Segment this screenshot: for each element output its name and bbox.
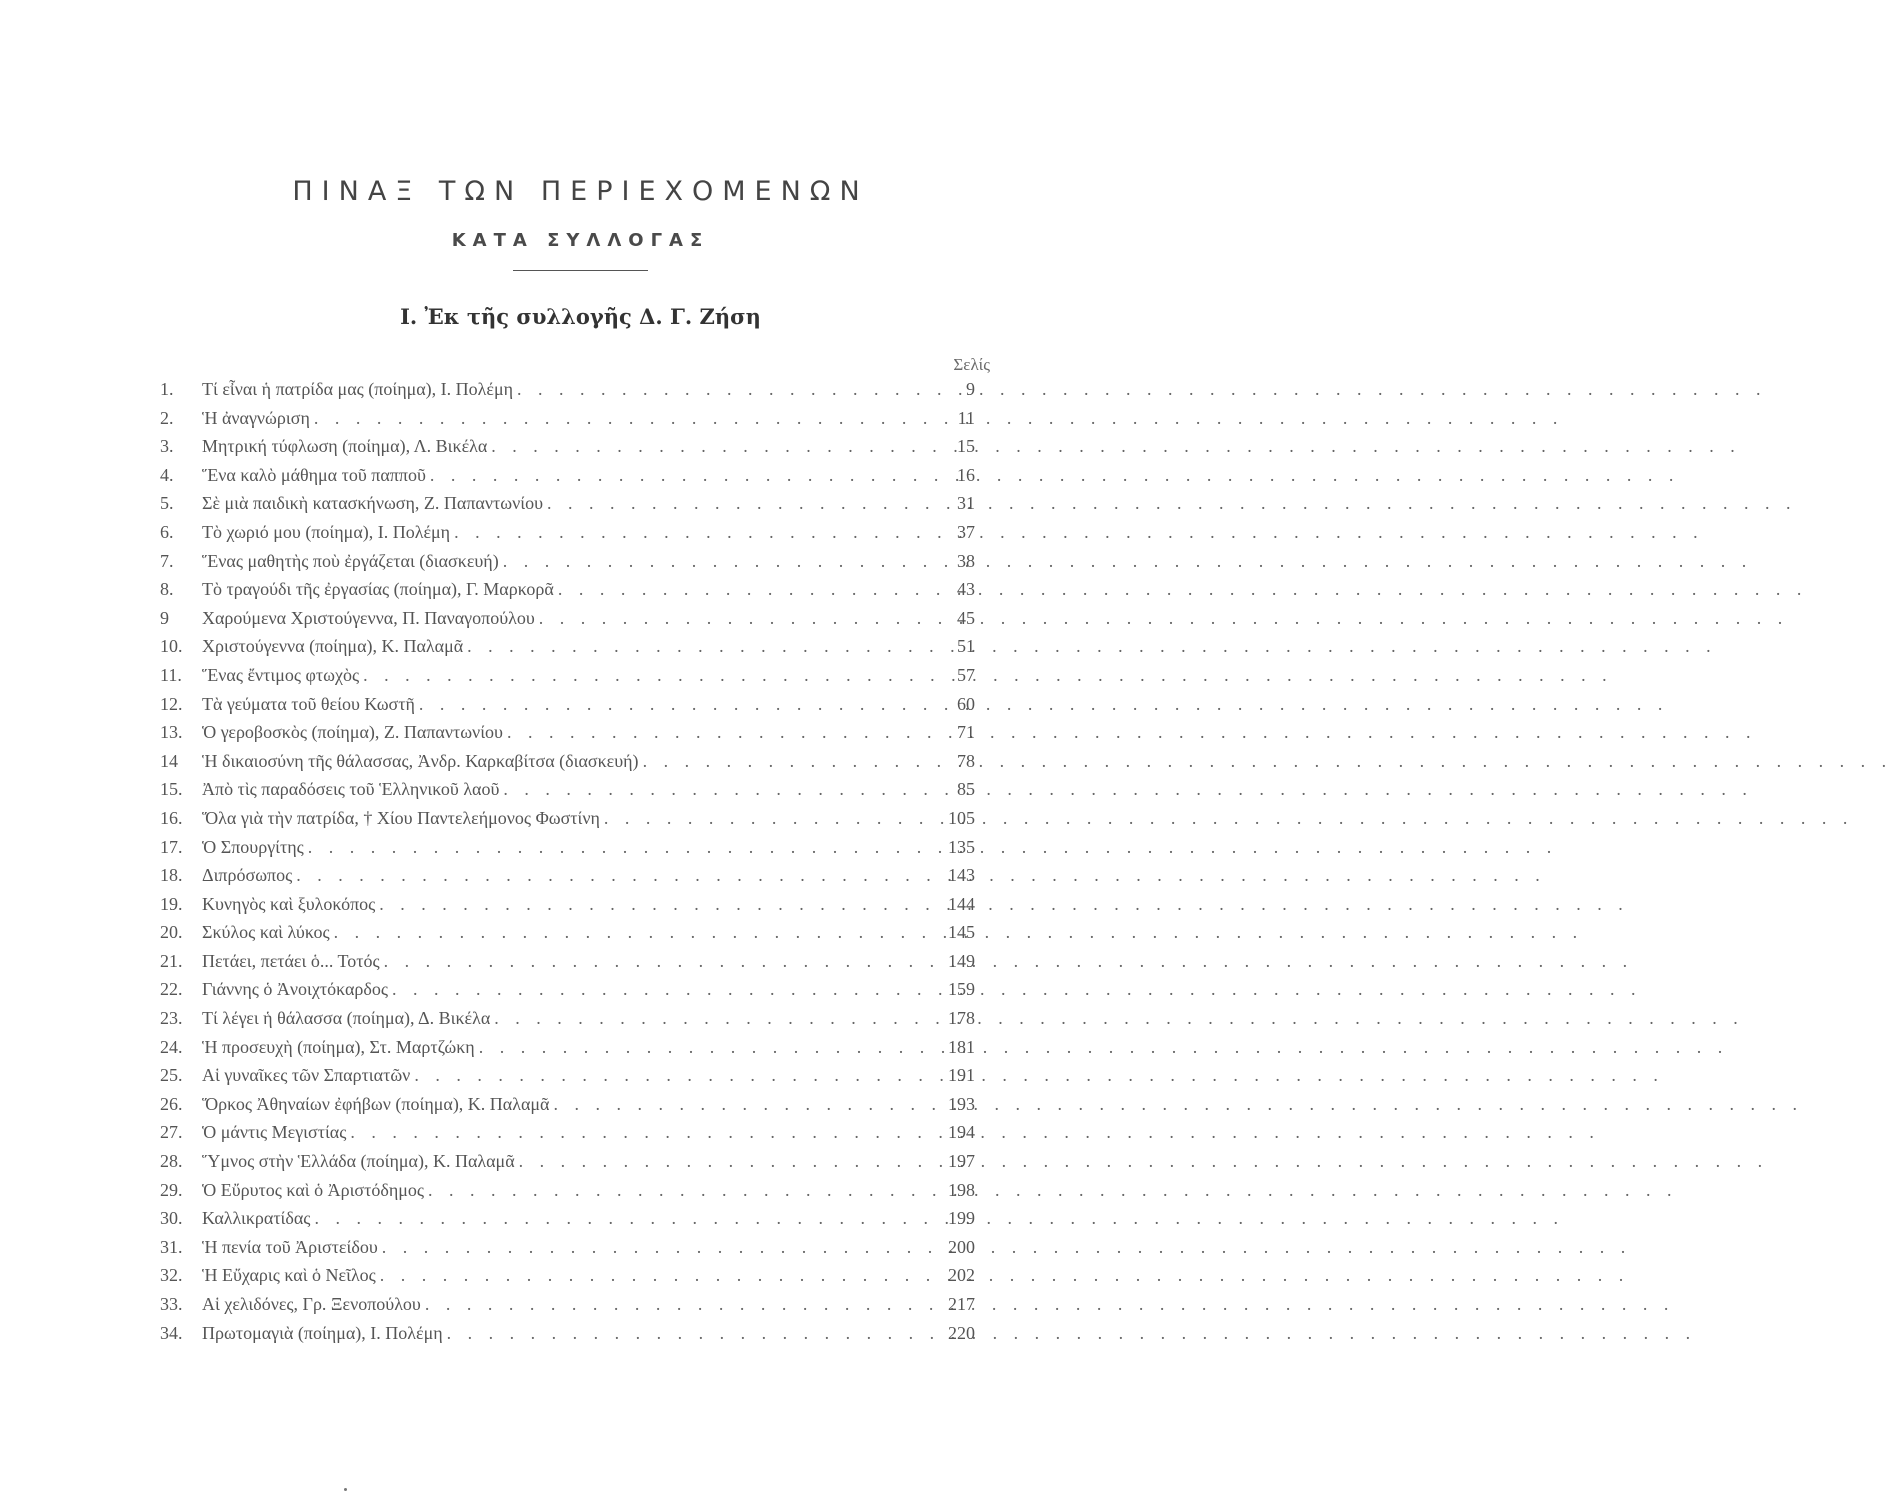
toc-entry-title: Αἱ χελιδόνες, Γρ. Ξενοπούλου [202, 1294, 421, 1314]
toc-entry-title: Κυνηγὸς καὶ ξυλοκόπος [202, 893, 376, 914]
toc-dot-leader [553, 1090, 927, 1119]
toc-dot-leader [392, 975, 927, 1004]
toc-entry-number: 8. [160, 579, 174, 600]
toc-entry [160, 947, 975, 976]
toc-entry-number: 6. [160, 521, 174, 542]
scan-speck [344, 1488, 347, 1491]
toc-dot-leader [494, 1004, 927, 1033]
toc-entry-page: 16 [957, 464, 975, 485]
toc-entry [160, 1261, 975, 1290]
toc-entry-number: 4. [160, 464, 174, 485]
toc-entry-title: Μητρική τύφλωση (ποίημα), Λ. Βικέλα [202, 436, 488, 457]
toc-entry-page: 200 [948, 1236, 975, 1257]
toc-dot-leader [558, 575, 927, 604]
toc-entry-title: Ἡ πενία τοῦ Ἀριστείδου [202, 1236, 378, 1257]
toc-entry-page: 144 [948, 893, 975, 914]
toc-entry [160, 804, 975, 833]
toc-dot-leader [314, 404, 927, 433]
toc-entry-number: 28. [160, 1151, 183, 1172]
toc-entry-number: 15. [160, 779, 183, 800]
toc-entry-number: 23. [160, 1008, 183, 1029]
toc-entry-number: 32. [160, 1265, 183, 1286]
toc-entry [160, 1290, 975, 1319]
toc-entry-title: Τὸ χωριό μου (ποίημα), Ι. Πολέμη [202, 521, 451, 542]
toc-entry-title: Ἀπὸ τὶς παραδόσεις τοῦ Ἑλληνικοῦ λαοῦ [202, 779, 500, 800]
toc-entry-number: 34. [160, 1322, 183, 1343]
toc-entry-title: Ὅλα γιὰ τὴν πατρίδα, † Χίου Παντελεήμονος Φωστίνη [202, 807, 600, 828]
toc-entry-number: 2. [160, 407, 174, 428]
toc-dot-leader [308, 833, 927, 862]
toc-entry-number: 5. [160, 493, 174, 514]
toc-dot-leader [430, 461, 927, 490]
toc-dot-leader [454, 518, 927, 547]
toc-dot-leader [363, 661, 927, 690]
toc-entry-page: 71 [957, 722, 975, 743]
toc-entry-title: Σὲ μιὰ παιδικὴ κατασκήνωση, Ζ. Παπαντωνίου [202, 493, 543, 514]
toc-entry-title: Διπρόσωπος [202, 865, 293, 886]
toc-entry [160, 775, 975, 804]
toc-entry [160, 890, 975, 919]
toc-entry-number: 25. [160, 1065, 183, 1086]
toc-entry-number: 26. [160, 1093, 183, 1114]
toc-entry-title: Τὰ γεύματα τοῦ θείου Κωστῆ [202, 693, 415, 714]
toc-entry-page: 43 [957, 579, 975, 600]
toc-entry [160, 1004, 975, 1033]
toc-entry [160, 432, 975, 461]
toc-entry [160, 404, 975, 433]
toc-entry-number: 21. [160, 950, 183, 971]
toc-entry [160, 1090, 975, 1119]
toc-dot-leader [447, 1319, 927, 1348]
toc-dot-leader [414, 1061, 927, 1090]
toc-entry-page: 143 [948, 865, 975, 886]
toc-entry-page: 135 [948, 836, 975, 857]
toc-entry-number: 14 [160, 750, 178, 771]
toc-dot-leader [382, 1233, 927, 1262]
toc-entry [160, 1118, 975, 1147]
toc-entry [160, 489, 975, 518]
toc-entry-number: 9 [160, 607, 169, 628]
toc-entry [160, 690, 975, 719]
toc-entry-page: 149 [948, 950, 975, 971]
toc-entry [160, 461, 975, 490]
toc-entry-title: Πετάει, πετάει ὁ... Τοτός [202, 950, 380, 971]
toc-entry [160, 632, 975, 661]
toc-entry-page: 191 [948, 1065, 975, 1086]
toc-entry-title: Σκύλος καὶ λύκος [202, 922, 330, 943]
toc-entry [160, 547, 975, 576]
toc-dot-leader [491, 432, 927, 461]
toc-entry-title: Ὁ Εὔρυτος καὶ ὁ Ἀριστόδημος [202, 1179, 425, 1200]
toc-entry [160, 918, 975, 947]
toc-dot-leader [428, 1176, 927, 1205]
toc-dot-leader [519, 1147, 927, 1176]
section-heading: Ι. Ἐκ τῆς συλλογῆς Δ. Γ. Ζήση [400, 304, 761, 329]
toc-dot-leader [643, 747, 927, 776]
toc-dot-leader [604, 804, 927, 833]
toc-entry-number: 11. [160, 664, 182, 685]
toc-entry-page: 194 [948, 1122, 975, 1143]
toc-dot-leader [334, 918, 927, 947]
toc-entry [160, 1176, 975, 1205]
toc-entry [160, 518, 975, 547]
toc-entry-title: Τὸ τραγούδι τῆς ἐργασίας (ποίημα), Γ. Μαρκορᾶ [202, 579, 554, 600]
toc-entry-page: 220 [948, 1322, 975, 1343]
toc-dot-leader [479, 1033, 927, 1062]
toc-entry [160, 718, 975, 747]
toc-entry-title: Ὁ Σπουργίτης [202, 836, 304, 857]
toc-entry [160, 1319, 975, 1348]
toc-dot-leader [539, 604, 927, 633]
toc-entry-number: 7. [160, 550, 174, 571]
toc-entry [160, 661, 975, 690]
toc-entry [160, 575, 975, 604]
toc-entry-page: 51 [957, 636, 975, 657]
toc-entry-page: 105 [948, 807, 975, 828]
toc-dot-leader [296, 861, 927, 890]
toc-entry-number: 33. [160, 1294, 183, 1314]
toc-entry-number: 18. [160, 865, 183, 886]
toc-entry-number: 29. [160, 1179, 183, 1200]
toc-entry-title: Ἕνας ἔντιμος φτωχὸς [202, 664, 360, 685]
toc-entry-page: 181 [948, 1036, 975, 1057]
toc-entry-page: 9 [966, 379, 975, 399]
toc-entry [160, 861, 975, 890]
toc-dot-leader [350, 1118, 927, 1147]
toc-entry-title: Ἕνα καλὸ μάθημα τοῦ παπποῦ [202, 464, 426, 485]
toc-entry-title: Πρωτομαγιὰ (ποίημα), Ι. Πολέμη [202, 1322, 443, 1343]
page-column-label: Σελίς [953, 355, 990, 374]
toc-entry-page: 198 [948, 1179, 975, 1200]
toc-dot-leader [380, 1261, 927, 1290]
toc-entry-page: 60 [957, 693, 975, 714]
toc-entry [160, 833, 975, 862]
toc-entry-page: 199 [948, 1208, 975, 1229]
toc-entry-number: 16. [160, 807, 183, 828]
toc-entry-page: 202 [948, 1265, 975, 1286]
toc-entry [160, 975, 975, 1004]
toc-entry-number: 22. [160, 979, 183, 1000]
toc-entry-number: 1. [160, 379, 174, 399]
toc-entry-page: 197 [948, 1151, 975, 1172]
page-title: ΠΙΝΑΞ ΤΩΝ ΠΕΡΙΕΧΟΜΕΝΩΝ [292, 176, 869, 207]
toc-entry-page: 193 [948, 1093, 975, 1114]
toc-entry [160, 1233, 975, 1262]
toc-entry-number: 13. [160, 722, 183, 743]
toc-entry-number: 3. [160, 436, 174, 457]
toc-entry-title: Γιάννης ὁ Ἀνοιχτόκαρδος [202, 979, 389, 1000]
toc-entry-title: Καλλικρατίδας [202, 1208, 311, 1229]
toc-entry [160, 1204, 975, 1233]
toc-entry-page: 78 [957, 750, 975, 771]
toc-entry-title: Ἡ δικαιοσύνη τῆς θάλασσας, Ἀνδρ. Καρκαβίτσα (διασκευή) [202, 750, 639, 771]
toc-entry-page: 45 [957, 607, 975, 628]
toc-dot-leader [503, 775, 927, 804]
toc-entry [160, 747, 975, 776]
toc-dot-leader [467, 632, 927, 661]
toc-entry [160, 1147, 975, 1176]
toc-entry [160, 1061, 975, 1090]
toc-entry-number: 10. [160, 636, 183, 657]
toc-entry-page: 178 [948, 1008, 975, 1029]
toc-entry-title: Τί λέγει ἡ θάλασσα (ποίημα), Δ. Βικέλα [202, 1008, 491, 1029]
toc-entry-title: Ὕμνος στὴν Ἑλλάδα (ποίημα), Κ. Παλαμᾶ [202, 1151, 515, 1172]
toc-entry-number: 24. [160, 1036, 183, 1057]
table-of-contents [160, 375, 975, 1347]
toc-dot-leader [517, 375, 927, 404]
toc-dot-leader [547, 489, 927, 518]
toc-entry [160, 604, 975, 633]
toc-entry-title: Ἡ προσευχὴ (ποίημα), Στ. Μαρτζώκη [202, 1036, 475, 1057]
toc-dot-leader [384, 947, 927, 976]
title-divider [513, 270, 648, 271]
toc-entry-title: Χριστούγεννα (ποίημα), Κ. Παλαμᾶ [202, 636, 464, 657]
toc-entry-title: Τί εἶναι ἡ πατρίδα μας (ποίημα), Ι. Πολέμη [202, 379, 514, 399]
toc-entry-title: Αἱ γυναῖκες τῶν Σπαρτιατῶν [202, 1065, 411, 1086]
toc-entry-page: 37 [957, 521, 975, 542]
toc-entry-page: 15 [957, 436, 975, 457]
page-subtitle: ΚΑΤΑ ΣΥΛΛΟΓΑΣ [451, 230, 710, 251]
toc-entry-title: Ὁ γεροβοσκὸς (ποίημα), Ζ. Παπαντωνίου [202, 722, 503, 743]
toc-entry-number: 31. [160, 1236, 183, 1257]
toc-entry-title: Χαρούμενα Χριστούγεννα, Π. Παναγοπούλου [202, 607, 535, 628]
toc-entry [160, 375, 975, 404]
toc-entry-number: 19. [160, 893, 183, 914]
toc-dot-leader [314, 1204, 927, 1233]
toc-entry-page: 85 [957, 779, 975, 800]
toc-entry-page: 57 [957, 664, 975, 685]
toc-entry-title: Ὅρκος Ἀθηναίων ἐφήβων (ποίημα), Κ. Παλαμᾶ [202, 1093, 550, 1114]
toc-entry-page: 159 [948, 979, 975, 1000]
toc-entry-page: 145 [948, 922, 975, 943]
toc-dot-leader [507, 718, 927, 747]
toc-dot-leader [425, 1290, 927, 1319]
toc-entry-page: 11 [957, 407, 975, 428]
toc-dot-leader [379, 890, 927, 919]
toc-entry-page: 217 [948, 1294, 975, 1314]
toc-entry-page: 31 [957, 493, 975, 514]
toc-entry-title: Ἡ Εὔχαρις καὶ ὁ Νεῖλος [202, 1265, 376, 1286]
toc-entry-number: 12. [160, 693, 183, 714]
toc-dot-leader [503, 547, 927, 576]
toc-dot-leader [419, 690, 927, 719]
toc-entry-title: Ἡ ἀναγνώριση [202, 407, 310, 428]
toc-entry-number: 27. [160, 1122, 183, 1143]
toc-entry-title: Ὁ μάντις Μεγιστίας [202, 1122, 347, 1143]
toc-entry-number: 17. [160, 836, 183, 857]
toc-entry [160, 1033, 975, 1062]
toc-entry-title: Ἕνας μαθητὴς ποὺ ἐργάζεται (διασκευή) [202, 550, 499, 571]
toc-entry-page: 38 [957, 550, 975, 571]
toc-entry-number: 20. [160, 922, 183, 943]
toc-entry-number: 30. [160, 1208, 183, 1229]
